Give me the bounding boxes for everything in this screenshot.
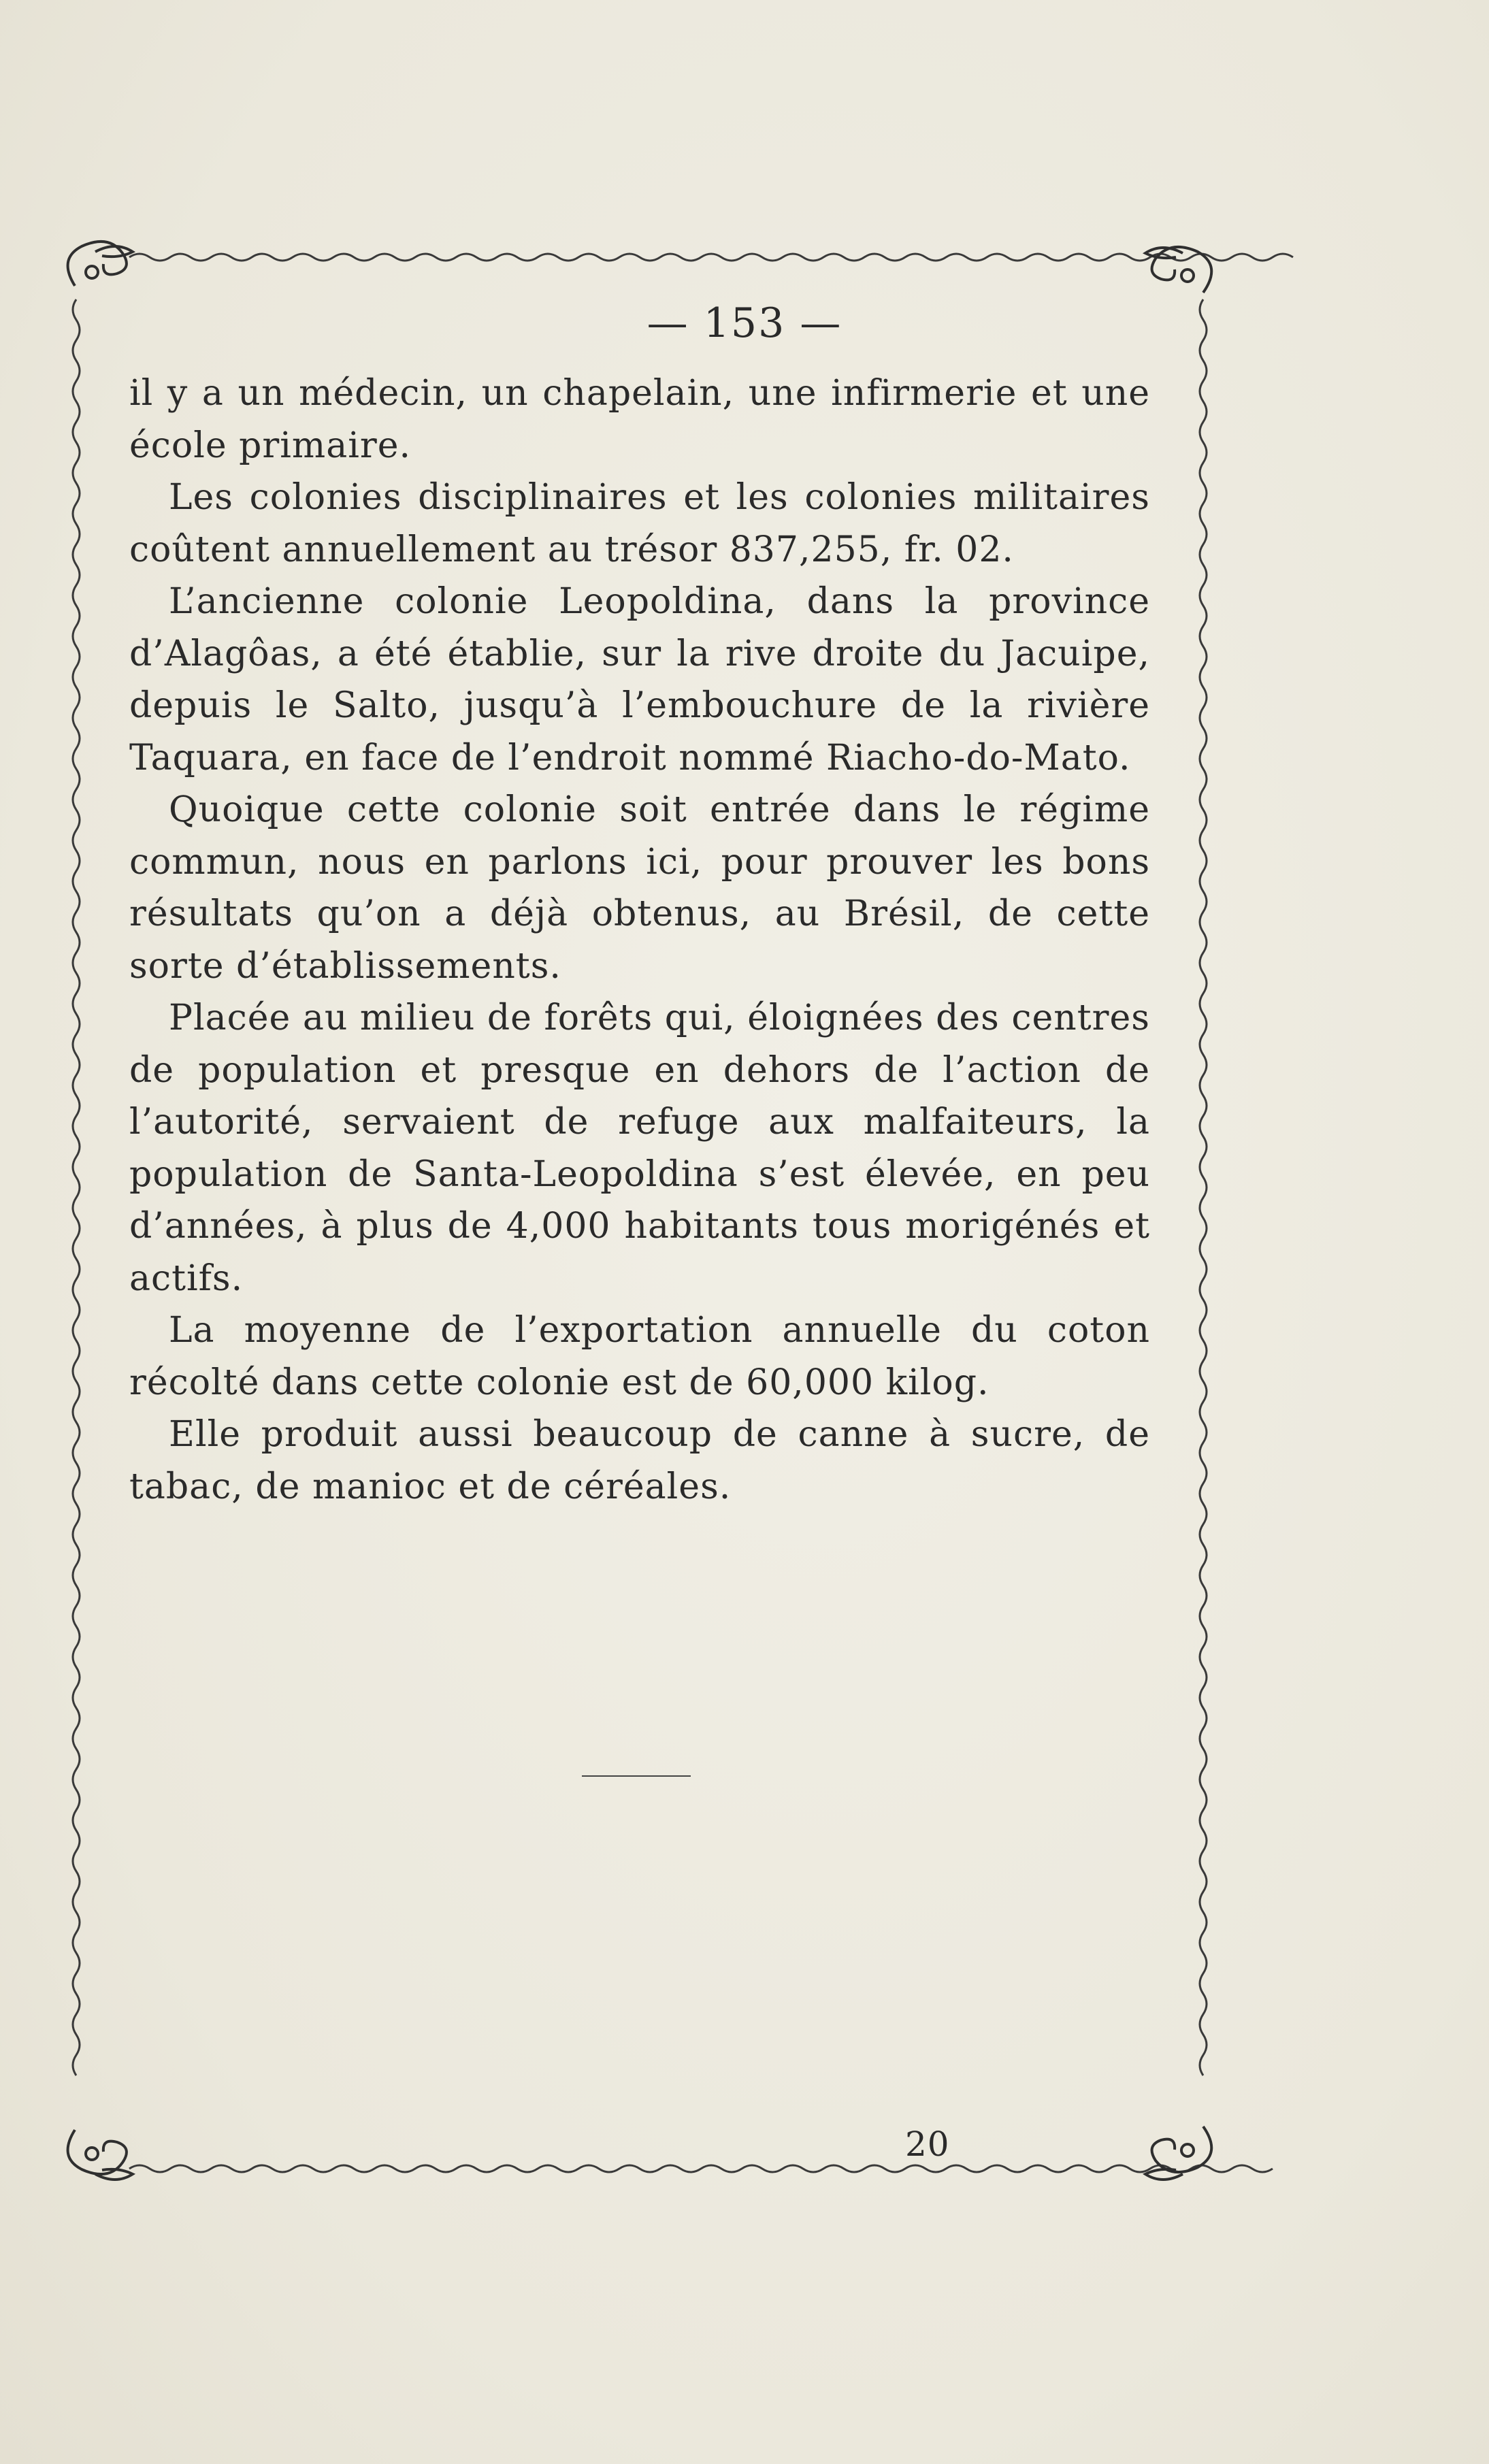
page-header: — 153 — [647, 299, 842, 347]
corner-ornament-top-left [68, 242, 133, 286]
corner-ornament-bottom-right [1145, 2126, 1211, 2180]
border-right [1200, 299, 1207, 2075]
border-left [73, 299, 80, 2075]
border-top [129, 254, 1293, 261]
paragraph: L’ancienne colonie Leopoldina, dans la province d’Alagôas, a été établie, sur la rive droite du Jacuipe, depuis le Salto, jusqu’à l’embouchure de la rivière Taquara, en face de l’endroit nommé Riacho-do-Mato. [129, 581, 1150, 778]
paragraph: Quoique cette colonie soit entrée dans le régime commun, nous en parlons ici, pour prouver les bons résultats qu’on a déjà obtenus, au Brésil, de cette sorte d’établissements. [129, 789, 1150, 987]
paragraph: il y a un médecin, un chapelain, une infirmerie et une école primaire. [129, 373, 1150, 466]
paragraph: Les colonies disciplinaires et les colonies militaires coûtent annuellement au trésor 837,255, fr. 02. [129, 477, 1150, 570]
paragraph: Placée au milieu de forêts qui, éloignées des centres de population et presque en dehors de l’action de l’autorité, servaient de refuge aux malfaiteurs, la population de Santa-Leopoldina s’est élevée, en peu d’années, à plus de 4,000 habitants tous morigénés et actifs. [129, 998, 1150, 1299]
signature-number: 20 [905, 2124, 950, 2164]
section-divider [582, 1775, 691, 1777]
paragraph: Elle produit aussi beaucoup de canne à sucre, de tabac, de manioc et de céréales. [129, 1414, 1150, 1507]
border-bottom [129, 2165, 1273, 2172]
paragraph: La moyenne de l’exportation annuelle du coton récolté dans cette colonie est de 60,000 kilog. [129, 1310, 1150, 1403]
body-text [129, 367, 1150, 1513]
corner-ornament-bottom-left [68, 2130, 133, 2180]
